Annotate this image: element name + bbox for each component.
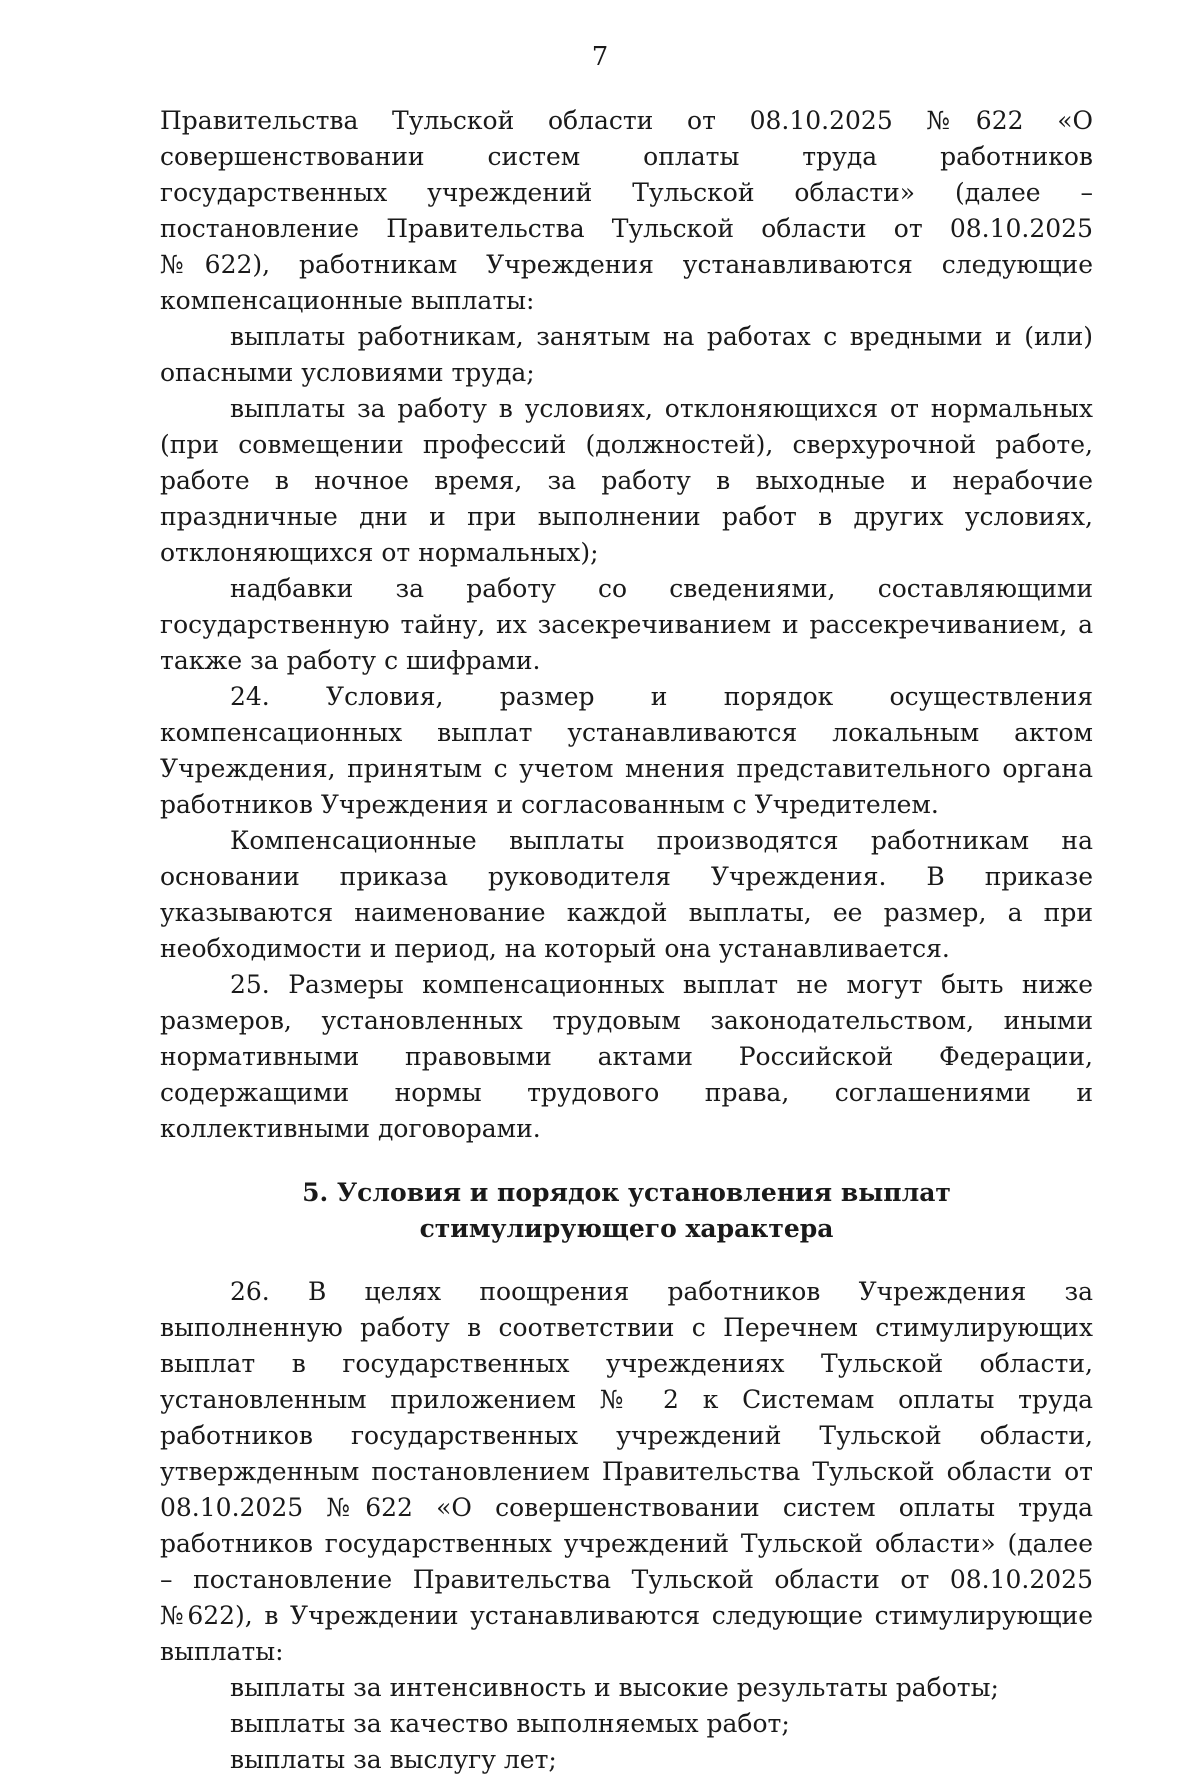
section-heading	[160, 1175, 1093, 1247]
paragraph-compensation-order: Компенсационные выплаты производятся работникам на основании приказа руководителя Учреждения. В приказе указываются наименование каждой выплаты, ее размер, а при необходимости и период, на который она устанавливается.	[160, 826, 1093, 963]
paragraph-state-secret: надбавки за работу со сведениями, составляющими государственную тайну, их засекречиванием и рассекречиванием, а также за работу с шифрами.	[160, 574, 1093, 675]
paragraph-continuation: Правительства Тульской области от 08.10.2025 №622 «О совершенствовании систем оплаты труда работников государственных учреждений Тульской области» (далее – постановление Правительства Тульской области от 08.10.2025 №622), работникам Учреждения устанавливаются следующие компенсационные выплаты:	[160, 106, 1093, 315]
section-heading-line-1: 5. Условия и порядок установления выплат	[302, 1178, 951, 1207]
paragraph-item-24: 24. Условия, размер и порядок осуществления компенсационных выплат устанавливаются локальным актом Учреждения, принятым с учетом мнения представительного органа работников Учреждения и согласованным с Учредителем.	[160, 682, 1093, 819]
list-item: выплаты за интенсивность и высокие результаты работы;	[230, 1673, 999, 1702]
page-number: 7	[591, 42, 609, 72]
document-body	[160, 103, 1093, 1778]
list-item: выплаты за выслугу лет;	[230, 1745, 557, 1774]
paragraph-item-26: 26. В целях поощрения работников Учреждения за выполненную работу в соответствии с Перечнем стимулирующих выплат в государственных учреждениях Тульской области, установленным приложением № 2 к Системам оплаты труда работников государственных учреждений Тульской области, утвержденным постановлением Правительства Тульской области от 08.10.2025 №622 «О совершенствовании систем оплаты труда работников государственных учреждений Тульской области» (далее – постановление Правительства Тульской области от 08.10.2025 №622), в Учреждении устанавливаются следующие стимулирующие выплаты:	[160, 1277, 1093, 1666]
list-item: выплаты за качество выполняемых работ;	[230, 1709, 790, 1738]
paragraph-abnormal-conditions: выплаты за работу в условиях, отклоняющихся от нормальных (при совмещении профессий (должностей), сверхурочной работе, работе в ночное время, за работу в выходные и нерабочие праздничные дни и при выполнении работ в других условиях, отклоняющихся от нормальных);	[160, 394, 1093, 567]
section-heading-line-2: стимулирующего характера	[419, 1214, 834, 1243]
paragraph-item-25: 25. Размеры компенсационных выплат не могут быть ниже размеров, установленных трудовым законодательством, иными нормативными правовыми актами Российской Федерации, содержащими нормы трудового права, соглашениями и коллективными договорами.	[160, 970, 1093, 1143]
paragraph-hazardous-work: выплаты работникам, занятым на работах с вредными и (или) опасными условиями труда;	[160, 322, 1093, 387]
